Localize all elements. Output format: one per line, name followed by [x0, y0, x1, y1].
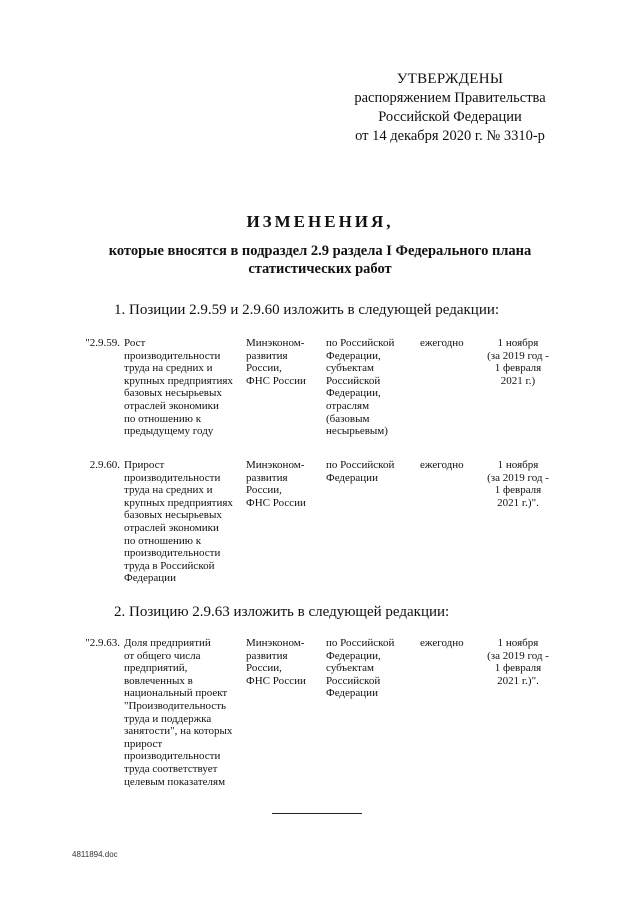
- cell-line: развития: [246, 349, 288, 362]
- cell-line: ФНС России: [246, 674, 306, 687]
- cell-line: по Российской: [326, 459, 395, 471]
- position-number: 2.9.60.: [89, 459, 120, 471]
- cell-line: "Производительность: [124, 699, 227, 712]
- territory-cell: [326, 337, 414, 438]
- periodicity-cell: ежегодно: [420, 459, 464, 471]
- cell-line: (базовым: [326, 412, 370, 425]
- cell-line: России,: [246, 362, 282, 375]
- cell-line: (за 2019 год -: [487, 471, 549, 484]
- cell-line: (за 2019 год -: [487, 349, 549, 362]
- file-name-footer: 4811894.doc: [72, 850, 118, 859]
- cell-line: по отношению к: [124, 534, 202, 547]
- department-cell: [246, 637, 320, 687]
- territory-cell: [326, 637, 414, 700]
- cell-line: производительности: [124, 547, 221, 560]
- cell-line: труда соответствует: [124, 762, 218, 775]
- indicator-cell: [124, 637, 242, 788]
- approval-date: от 14 декабря 2020 г. № 3310-р: [355, 128, 545, 144]
- cell-line: России,: [246, 484, 282, 497]
- cell-line: производительности: [124, 471, 221, 484]
- cell-line: 1 ноября: [497, 459, 539, 471]
- cell-line: 2021 г.)".: [497, 674, 539, 687]
- cell-line: Минэконом-: [246, 337, 305, 349]
- cell-line: Федерации: [326, 687, 378, 700]
- approval-block: [330, 70, 570, 146]
- cell-line: субъектам: [326, 362, 374, 375]
- cell-line: производительности: [124, 750, 221, 763]
- department-cell: [246, 459, 320, 509]
- approval-line: Российской Федерации: [378, 109, 522, 125]
- cell-line: 1 февраля: [494, 362, 542, 375]
- cell-line: крупных предприятиях: [124, 374, 233, 387]
- cell-line: предприятий,: [124, 662, 188, 675]
- cell-line: занятости", на которых: [124, 725, 233, 738]
- document-title: ИЗМЕНЕНИЯ,: [246, 212, 394, 231]
- cell-line: Федерации: [124, 572, 176, 585]
- position-number: "2.9.63.: [85, 637, 120, 649]
- cell-line: базовых несырьевых: [124, 387, 222, 400]
- deadline-cell: [480, 337, 556, 387]
- cell-line: ФНС России: [246, 374, 306, 387]
- approval-heading: УТВЕРЖДЕНЫ: [396, 71, 504, 87]
- cell-line: труда в Российской: [124, 559, 215, 572]
- cell-line: Федерации: [326, 471, 378, 484]
- cell-line: России,: [246, 662, 282, 675]
- cell-line: труда и поддержка: [124, 712, 212, 725]
- cell-line: субъектам: [326, 662, 374, 675]
- cell-line: Рост: [124, 337, 146, 349]
- cell-line: 1 ноября: [497, 637, 539, 649]
- cell-line: отраслей экономики: [124, 521, 219, 534]
- cell-line: труда на средних и: [124, 484, 213, 497]
- periodicity-cell: ежегодно: [420, 337, 464, 349]
- department-cell: [246, 337, 320, 387]
- cell-line: 2021 г.): [500, 374, 536, 387]
- cell-line: Федерации,: [326, 349, 381, 362]
- cell-line: крупных предприятиях: [124, 496, 233, 509]
- position-number: "2.9.59.: [85, 337, 120, 349]
- cell-line: (за 2019 год -: [487, 649, 549, 662]
- section-heading: 2. Позицию 2.9.63 изложить в следующей редакции:: [114, 604, 450, 620]
- territory-cell: [326, 459, 414, 484]
- subtitle-line: которые вносятся в подраздел 2.9 раздела I Федерального плана: [108, 243, 532, 259]
- indicator-cell: [124, 337, 242, 438]
- end-separator-line: [272, 813, 362, 814]
- cell-line: Федерации,: [326, 649, 381, 662]
- cell-line: по отношению к: [124, 412, 202, 425]
- cell-line: отраслей экономики: [124, 399, 219, 412]
- cell-line: от общего числа: [124, 649, 201, 662]
- cell-line: Российской: [326, 674, 381, 687]
- document-subtitle: [70, 242, 570, 278]
- deadline-cell: [480, 459, 556, 509]
- subtitle-line: статистических работ: [248, 261, 392, 277]
- cell-line: Прирост: [124, 459, 165, 471]
- cell-line: несырьевым): [326, 425, 388, 438]
- cell-line: 1 ноября: [497, 337, 539, 349]
- section-heading: 1. Позиции 2.9.59 и 2.9.60 изложить в следующей редакции:: [114, 302, 500, 318]
- cell-line: вовлеченных в: [124, 674, 193, 687]
- cell-line: труда на средних и: [124, 362, 213, 375]
- cell-line: предыдущему году: [124, 425, 214, 438]
- cell-line: 1 февраля: [494, 484, 542, 497]
- approval-line: распоряжением Правительства: [354, 90, 546, 106]
- cell-line: 1 февраля: [494, 662, 542, 675]
- deadline-cell: [480, 637, 556, 687]
- cell-line: базовых несырьевых: [124, 509, 222, 522]
- cell-line: 2021 г.)".: [497, 496, 539, 509]
- cell-line: Минэконом-: [246, 459, 305, 471]
- cell-line: развития: [246, 649, 288, 662]
- cell-line: Минэконом-: [246, 637, 305, 649]
- cell-line: развития: [246, 471, 288, 484]
- cell-line: Российской: [326, 374, 381, 387]
- cell-line: производительности: [124, 349, 221, 362]
- cell-line: отраслям: [326, 399, 370, 412]
- cell-line: национальный проект: [124, 687, 228, 700]
- cell-line: по Российской: [326, 337, 395, 349]
- cell-line: ФНС России: [246, 496, 306, 509]
- cell-line: по Российской: [326, 637, 395, 649]
- periodicity-cell: ежегодно: [420, 637, 464, 649]
- cell-line: Доля предприятий: [124, 637, 211, 649]
- indicator-cell: [124, 459, 242, 585]
- cell-line: Федерации,: [326, 387, 381, 400]
- cell-line: целевым показателям: [124, 775, 226, 788]
- cell-line: прирост: [124, 737, 163, 750]
